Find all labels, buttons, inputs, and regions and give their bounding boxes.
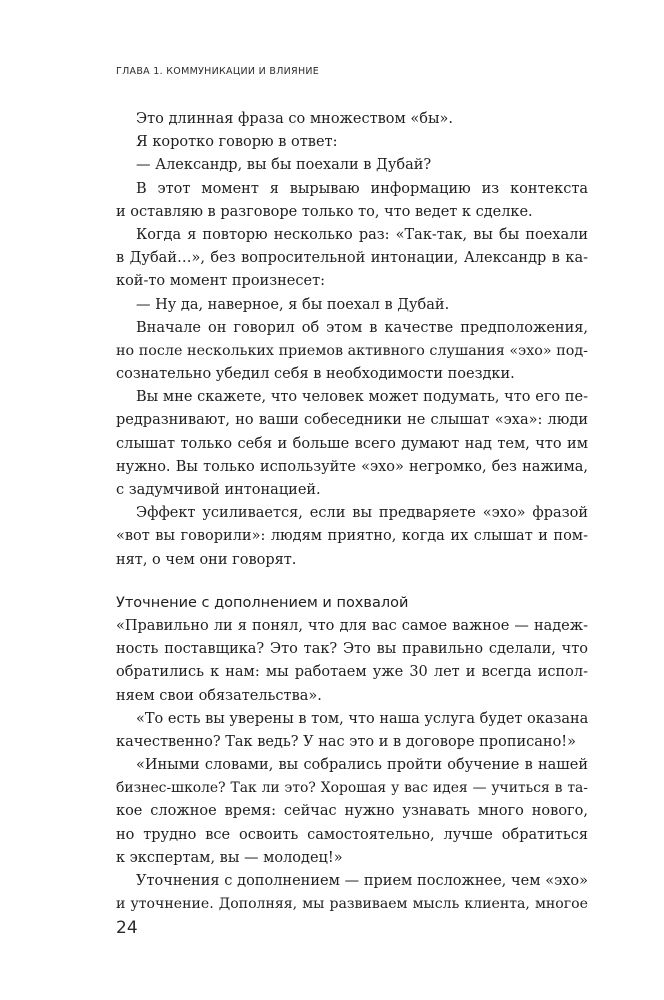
text-line: — Александр, вы бы поехали в Дубай? (136, 157, 432, 174)
page-number: 24 (116, 918, 138, 938)
text-line: качественно? Так ведь? У нас это и в договоре прописано!» (116, 733, 577, 750)
text-line: слышат только себя и больше всего думают над тем, что им (116, 435, 588, 452)
text-line: — Ну да, наверное, я бы поехал в Дубай. (136, 296, 450, 313)
text-line: но после нескольких приемов активного слушания «эхо» под- (116, 342, 588, 359)
text-line: няем свои обязательства». (116, 687, 322, 704)
text-line: бизнес-школе? Так ли это? Хорошая у вас идея — учиться в та- (116, 780, 588, 797)
text-line: кой-то момент произнесет: (116, 273, 325, 290)
text-line: «Правильно ли я понял, что для вас самое важное — надеж- (116, 617, 588, 634)
text-line: и оставляю в разговоре только то, что ведет к сделке. (116, 203, 533, 220)
body-text (116, 108, 588, 916)
text-line: но трудно все освоить самостоятельно, лучше обратиться (116, 826, 588, 843)
text-line: Когда я повторю несколько раз: «Так-так, вы бы поехали (136, 226, 588, 243)
text-line: кое сложное время: сейчас нужно узнавать много нового, (116, 803, 588, 820)
text-line: В этот момент я вырываю информацию из контекста (136, 180, 588, 197)
text-line: нужно. Вы только используйте «эхо» негромко, без нажима, (116, 458, 588, 475)
text-line: Вы мне скажете, что человек может подумать, что его пе- (136, 389, 588, 406)
text-line: ность поставщика? Это так? Это вы правильно сделали, что (116, 641, 588, 658)
text-line: нят, о чем они говорят. (116, 551, 297, 568)
text-line: в Дубай…», без вопросительной интонации, Александр в ка- (116, 250, 588, 267)
section-gap (116, 572, 588, 592)
running-head: ГЛАВА 1. КОММУНИКАЦИИ И ВЛИЯНИЕ (116, 66, 320, 77)
text-line: Я коротко говорю в ответ: (136, 134, 338, 151)
text-line: сознательно убедил себя в необходимости поездки. (116, 366, 515, 383)
text-line: Это длинная фраза со множеством «бы». (136, 111, 454, 127)
text-line: редразнивают, но ваши собеседники не слышат «эха»: люди (116, 412, 588, 429)
text-line: Уточнения с дополнением — прием посложнее, чем «эхо» (136, 873, 588, 889)
text-line: «То есть вы уверены в том, что наша услуга будет оказана (136, 710, 589, 727)
text-line: обратились к нам: мы работаем уже 30 лет и всегда испол- (116, 664, 588, 681)
section-heading: Уточнение с дополнением и похвалой (116, 594, 409, 611)
text-line: «вот вы говорили»: людям приятно, когда их слышат и пом- (116, 528, 588, 545)
text-line: к экспертам, вы — молодец!» (116, 849, 343, 866)
text-line: и уточнение. Дополняя, мы развиваем мысль клиента, многое (116, 896, 588, 913)
text-line: с задумчивой интонацией. (116, 482, 321, 498)
text-line: «Иными словами, вы собрались пройти обучение в нашей (136, 757, 588, 774)
text-line: Эффект усиливается, если вы предваряете «эхо» фразой (136, 505, 588, 522)
text-line: Вначале он говорил об этом в качестве предположения, (136, 319, 588, 336)
